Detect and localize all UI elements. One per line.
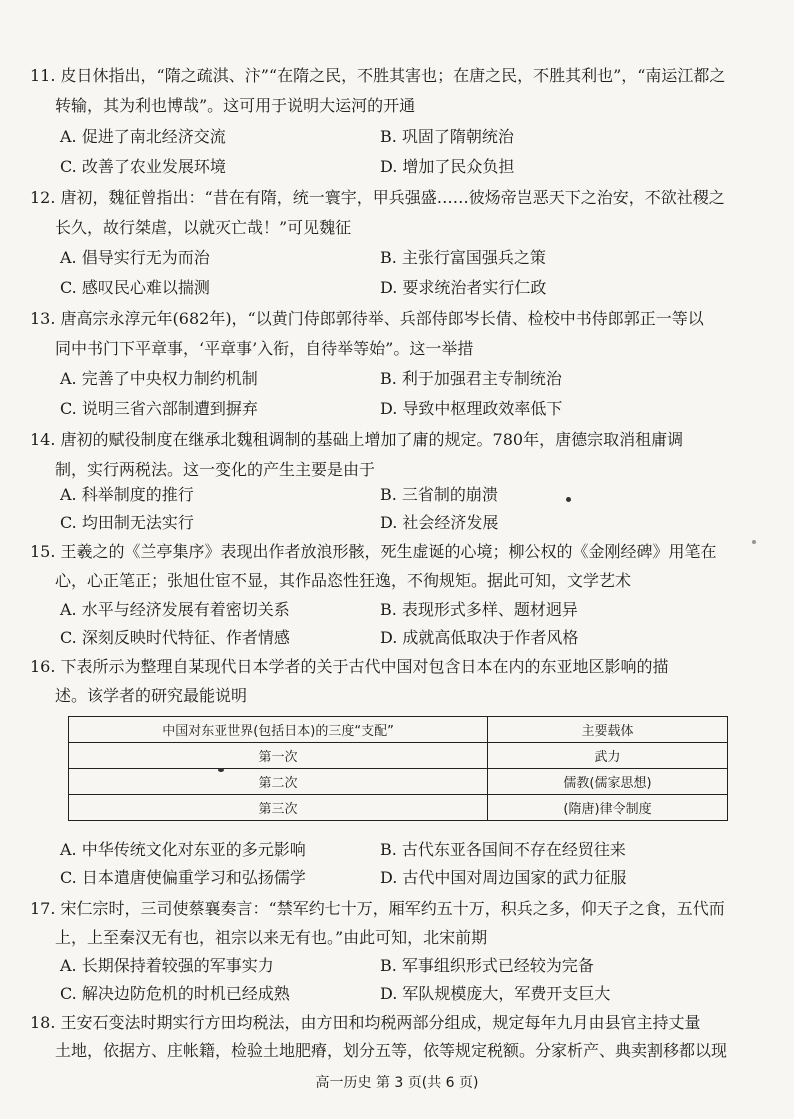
question-13-option-b: B. 利于加强君主专制统治 [380,369,562,388]
question-11-line-1: 11. 皮日休指出，“隋之疏淇、汴”“在隋之民，不胜其害也；在唐之民，不胜其利也”，“南运江都之 [30,66,726,85]
question-14-line-2: 制，实行两税法。这一变化的产生主要是由于 [55,460,376,479]
table-row [69,769,728,795]
question-15-line-2: 心，心正笔正；张旭仕宦不显，其作品恣性狂逸，不徇规矩。据此可知，文学艺术 [55,571,632,590]
question-16-line-2: 述。该学者的研究最能说明 [55,686,248,705]
question-17-option-d: D. 军队规模庞大，军费开支巨大 [380,984,611,1003]
question-18-line-2: 土地，依据方、庄帐籍，检验土地肥瘠，划分五等，依等规定税额。分家析产、典卖割移都以现 [55,1041,728,1060]
question-12-option-a: A. 倡导实行无为而治 [60,248,210,267]
table-cell: 武力 [488,743,728,769]
question-16-line-1: 16. 下表所示为整理自某现代日本学者的关于古代中国对包含日本在内的东亚地区影响的描 [30,657,669,676]
question-15-option-c: C. 深刻反映时代特征、作者情感 [60,628,290,647]
question-14-option-b: B. 三省制的崩溃 [380,485,498,504]
page-footer: 高一历史 第 3 页(共 6 页) [315,1075,479,1091]
table-cell: 第一次 [69,743,488,769]
scan-speck [218,768,224,772]
question-13-line-1: 13. 唐高宗永淳元年(682年)，“以黄门侍郎郭待举、兵部侍郎岑长倩、检校中书侍郎郭正一等以 [30,309,704,328]
question-11-line-2: 转输，其为利也博哉”。这可用于说明大运河的开通 [55,96,416,115]
table-row [69,795,728,821]
question-15-line-1: 15. 王羲之的《兰亭集序》表现出作者放浪形骸，死生虚诞的心境；柳公权的《金刚经碑》用笔在 [30,542,717,561]
question-16-table [68,716,728,821]
question-14-option-a: A. 科举制度的推行 [60,485,194,504]
question-13-option-a: A. 完善了中央权力制约机制 [60,369,258,388]
table-header-cell: 中国对东亚世界(包括日本)的三度“支配” [69,717,488,743]
table-header-cell: 主要载体 [488,717,728,743]
question-17-option-c: C. 解决边防危机的时机已经成熟 [60,984,290,1003]
question-15-option-b: B. 表现形式多样、题材迥异 [380,600,578,619]
table-cell: 第三次 [69,795,488,821]
question-15-option-a: A. 水平与经济发展有着密切关系 [60,600,290,619]
question-17-option-a: A. 长期保持着较强的军事实力 [60,956,274,975]
question-17-line-2: 上，上至秦汉无有也，祖宗以来无有也。”由此可知，北宋前期 [55,928,488,947]
question-12-line-2: 长久，故行桀虐，以就灭亡哉！”可见魏征 [55,218,352,237]
question-13-option-c: C. 说明三省六部制遭到摒弃 [60,399,258,418]
question-13-line-2: 同中书门下平章事，‘平章事’入衔，自待举等始”。这一举措 [55,339,474,358]
question-11-option-b: B. 巩固了隋朝统治 [380,127,514,146]
question-12-option-c: C. 感叹民心难以揣测 [60,278,210,297]
question-17-option-b: B. 军事组织形式已经较为完备 [380,956,594,975]
question-15-option-d: D. 成就高低取决于作者风格 [380,628,579,647]
scan-speck [752,540,756,544]
scan-speck [566,497,571,502]
question-11-option-d: D. 增加了民众负担 [380,157,515,176]
question-16-option-d: D. 古代中国对周边国家的武力征服 [380,868,627,887]
table-header-row [69,717,728,743]
question-17-line-1: 17. 宋仁宗时，三司使蔡襄奏言：“禁军约七十万，厢军约五十万，积兵之多，仰天子之食，五代而 [30,899,725,918]
question-14-option-d: D. 社会经济发展 [380,513,499,532]
table-cell: 儒教(儒家思想) [488,769,728,795]
question-18-line-1: 18. 王安石变法时期实行方田均税法，由方田和均税两部分组成，规定每年九月由县官主持丈量 [30,1013,701,1032]
question-14-option-c: C. 均田制无法实行 [60,513,194,532]
question-12-option-d: D. 要求统治者实行仁政 [380,278,547,297]
question-13-option-d: D. 导致中枢理政效率低下 [380,399,563,418]
table-cell: 第二次 [69,769,488,795]
table-row [69,743,728,769]
question-16-option-c: C. 日本遣唐使偏重学习和弘扬儒学 [60,868,306,887]
question-12-option-b: B. 主张行富国强兵之策 [380,248,546,267]
question-16-option-a: A. 中华传统文化对东亚的多元影响 [60,840,306,859]
question-11-option-a: A. 促进了南北经济交流 [60,127,226,146]
question-14-line-1: 14. 唐初的赋役制度在继承北魏租调制的基础上增加了庸的规定。780年，唐德宗取消租庸调 [30,430,684,449]
question-11-option-c: C. 改善了农业发展环境 [60,157,226,176]
table-cell: (隋唐)律令制度 [488,795,728,821]
question-16-option-b: B. 古代东亚各国间不存在经贸往来 [380,840,626,859]
question-12-line-1: 12. 唐初，魏征曾指出：“昔在有隋，统一寰宇，甲兵强盛……彼炀帝岂恶天下之治安，不欲社稷之 [30,188,725,207]
